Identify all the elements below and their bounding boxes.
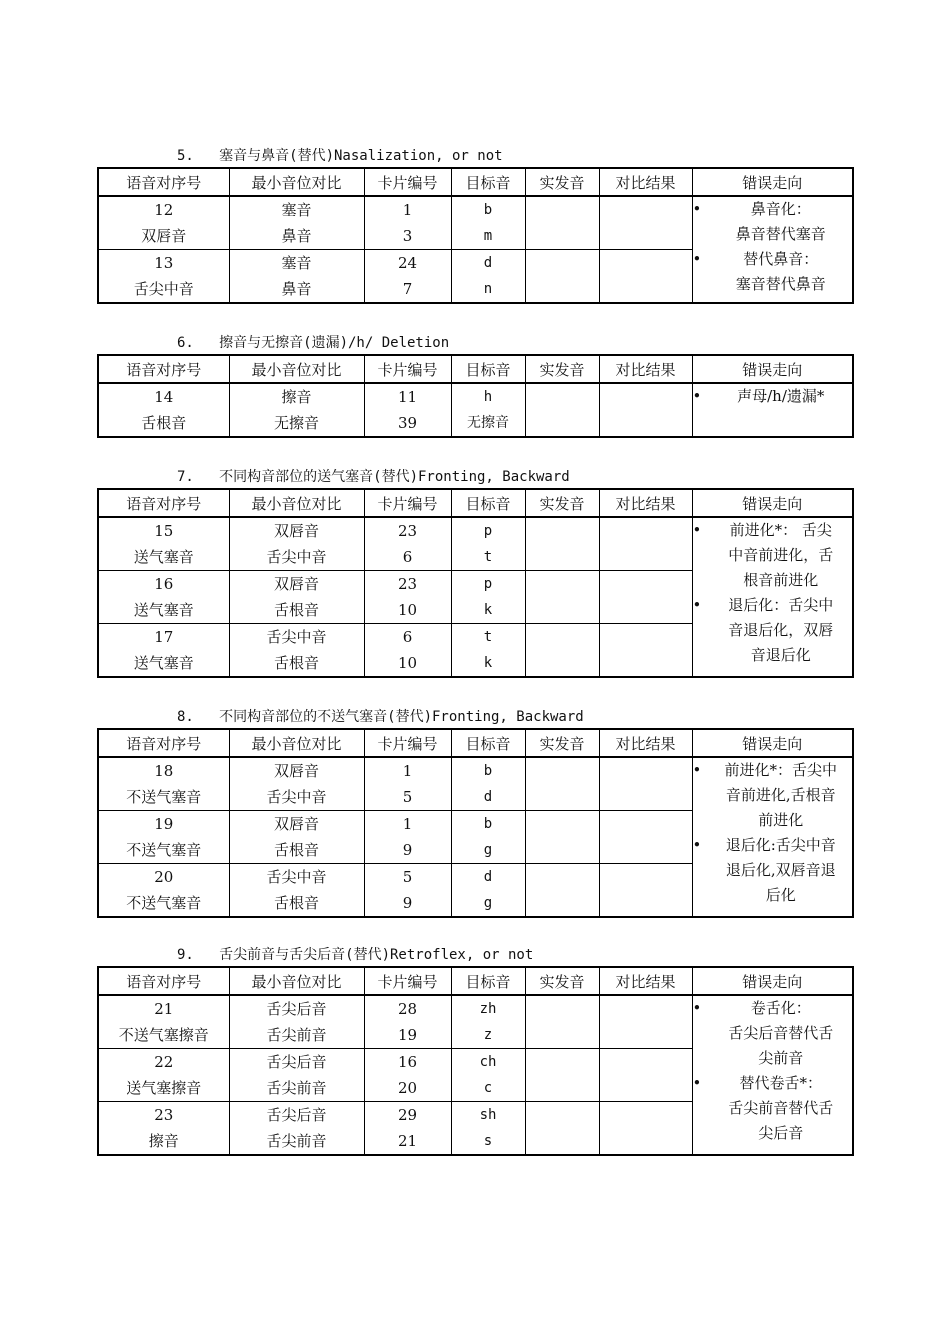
target-sound xyxy=(451,571,525,624)
column-header: 目标音 xyxy=(451,489,525,517)
table-row xyxy=(98,757,853,811)
pair-number-line: 不送气塞音 xyxy=(126,788,202,806)
header-row xyxy=(98,489,853,517)
error-line: • 替代卷舌*： xyxy=(739,1074,822,1092)
pair-number xyxy=(98,250,229,304)
assessment-table xyxy=(97,354,854,438)
error-item xyxy=(693,758,853,833)
error-line: • 退后化:舌尖中音 xyxy=(725,836,836,854)
pair-number xyxy=(98,1102,229,1156)
error-item xyxy=(693,518,853,593)
column-header: 卡片编号 xyxy=(364,967,451,995)
pair-number xyxy=(98,517,229,571)
comparison-result-cell xyxy=(599,1102,692,1156)
card-number-line: 23 xyxy=(397,575,418,593)
card-number-line: 28 xyxy=(397,1000,418,1018)
target-sound-line: t xyxy=(483,629,493,645)
actual-sound-cell xyxy=(525,196,599,250)
header-row xyxy=(98,967,853,995)
phoneme-contrast-line: 双唇音 xyxy=(273,522,319,540)
target-sound xyxy=(451,1102,525,1156)
target-sound-line: s xyxy=(483,1133,493,1149)
section-9 xyxy=(97,947,852,1156)
error-direction xyxy=(692,995,853,1155)
comparison-result-cell xyxy=(599,624,692,678)
target-sound-line: p xyxy=(483,576,493,592)
section-6 xyxy=(97,335,852,438)
error-direction xyxy=(692,383,853,437)
error-item xyxy=(693,384,853,409)
card-number-line: 21 xyxy=(397,1132,418,1150)
error-line: 根音前进化 xyxy=(743,571,819,589)
actual-sound-cell xyxy=(525,1049,599,1102)
phoneme-contrast xyxy=(229,995,364,1049)
card-number-line: 7 xyxy=(402,280,413,298)
target-sound xyxy=(451,864,525,918)
assessment-table xyxy=(97,488,854,678)
pair-number-line: 送气塞音 xyxy=(133,601,194,619)
pair-number xyxy=(98,383,229,437)
error-line: • 替代鼻音： xyxy=(743,250,819,268)
section-title: 8. 不同构音部位的不送气塞音(替代)Fronting, Backward xyxy=(177,709,584,725)
phoneme-contrast-line: 舌尖前音 xyxy=(266,1132,327,1150)
card-number-line: 9 xyxy=(402,894,413,912)
table-row xyxy=(98,995,853,1049)
phoneme-contrast-line: 舌尖中音 xyxy=(266,788,327,806)
phoneme-contrast xyxy=(229,571,364,624)
card-number-line: 29 xyxy=(397,1106,418,1124)
card-number xyxy=(364,1049,451,1102)
target-sound xyxy=(451,624,525,678)
error-item xyxy=(693,996,853,1071)
target-sound-line: b xyxy=(483,763,493,779)
card-number xyxy=(364,995,451,1049)
column-header: 最小音位对比 xyxy=(229,168,364,196)
phoneme-contrast-line: 舌尖中音 xyxy=(266,868,327,886)
pair-number-line: 舌根音 xyxy=(141,414,187,432)
error-direction xyxy=(692,757,853,917)
column-header: 实发音 xyxy=(525,168,599,196)
target-sound-line: h xyxy=(483,389,493,405)
pair-number-line: 23 xyxy=(154,1106,174,1124)
assessment-table xyxy=(97,728,854,918)
phoneme-contrast-line: 舌根音 xyxy=(273,894,319,912)
phoneme-contrast xyxy=(229,864,364,918)
target-sound xyxy=(451,811,525,864)
error-line: 尖前音 xyxy=(758,1049,804,1067)
card-number-line: 20 xyxy=(397,1079,418,1097)
actual-sound-cell xyxy=(525,517,599,571)
phoneme-contrast-line: 鼻音 xyxy=(281,280,312,298)
column-header: 实发音 xyxy=(525,489,599,517)
column-header: 卡片编号 xyxy=(364,489,451,517)
pair-number xyxy=(98,571,229,624)
target-sound xyxy=(451,1049,525,1102)
error-line: 音退后化 xyxy=(750,646,811,664)
pair-number-line: 21 xyxy=(154,1000,174,1018)
comparison-result-cell xyxy=(599,383,692,437)
pair-number xyxy=(98,811,229,864)
pair-number-line: 14 xyxy=(154,388,174,406)
card-number-line: 6 xyxy=(402,628,413,646)
column-header: 对比结果 xyxy=(599,967,692,995)
pair-number-line: 舌尖中音 xyxy=(133,280,194,298)
target-sound xyxy=(451,757,525,811)
target-sound-line: 无擦音 xyxy=(467,415,509,431)
section-5 xyxy=(97,148,852,304)
card-number xyxy=(364,196,451,250)
phoneme-contrast-line: 舌尖前音 xyxy=(266,1026,327,1044)
phoneme-contrast-line: 舌根音 xyxy=(273,841,319,859)
phoneme-contrast xyxy=(229,811,364,864)
card-number xyxy=(364,864,451,918)
error-line: 前进化 xyxy=(758,811,804,829)
card-number-line: 5 xyxy=(402,868,413,886)
column-header: 实发音 xyxy=(525,355,599,383)
actual-sound-cell xyxy=(525,995,599,1049)
column-header: 语音对序号 xyxy=(98,489,229,517)
phoneme-contrast-line: 塞音 xyxy=(281,201,312,219)
card-number-line: 24 xyxy=(397,254,418,272)
comparison-result-cell xyxy=(599,571,692,624)
pair-number-line: 送气塞擦音 xyxy=(126,1079,202,1097)
column-header: 对比结果 xyxy=(599,729,692,757)
pair-number-line: 19 xyxy=(154,815,174,833)
column-header: 语音对序号 xyxy=(98,729,229,757)
target-sound-line: g xyxy=(483,842,493,858)
target-sound xyxy=(451,250,525,304)
target-sound xyxy=(451,196,525,250)
target-sound-line: d xyxy=(483,869,493,885)
comparison-result-cell xyxy=(599,864,692,918)
actual-sound-cell xyxy=(525,571,599,624)
phoneme-contrast-line: 舌尖前音 xyxy=(266,1079,327,1097)
target-sound-line: p xyxy=(483,523,493,539)
target-sound-line: t xyxy=(483,549,493,565)
phoneme-contrast xyxy=(229,624,364,678)
pair-number-line: 不送气塞音 xyxy=(126,894,202,912)
phoneme-contrast-line: 舌尖后音 xyxy=(266,1000,327,1018)
column-header: 卡片编号 xyxy=(364,168,451,196)
card-number xyxy=(364,250,451,304)
pair-number-line: 双唇音 xyxy=(141,227,187,245)
target-sound xyxy=(451,383,525,437)
card-number-line: 1 xyxy=(402,762,413,780)
pair-number xyxy=(98,196,229,250)
card-number-line: 1 xyxy=(402,201,413,219)
column-header: 错误走向 xyxy=(692,729,853,757)
phoneme-contrast-line: 双唇音 xyxy=(273,815,319,833)
target-sound-line: b xyxy=(483,202,493,218)
card-number xyxy=(364,571,451,624)
error-line: 中音前进化，舌 xyxy=(728,546,834,564)
pair-number-line: 13 xyxy=(154,254,174,272)
error-item xyxy=(693,833,853,908)
column-header: 目标音 xyxy=(451,355,525,383)
phoneme-contrast-line: 无擦音 xyxy=(273,414,319,432)
section-title: 9. 舌尖前音与舌尖后音(替代)Retroflex, or not xyxy=(177,947,534,963)
pair-number-line: 17 xyxy=(154,628,174,646)
card-number-line: 10 xyxy=(397,601,418,619)
comparison-result-cell xyxy=(599,995,692,1049)
actual-sound-cell xyxy=(525,864,599,918)
target-sound-line: d xyxy=(483,789,493,805)
column-header: 语音对序号 xyxy=(98,355,229,383)
error-line: • 卷舌化： xyxy=(750,999,811,1017)
error-line: • 退后化：舌尖中 xyxy=(728,596,834,614)
phoneme-contrast-line: 双唇音 xyxy=(273,575,319,593)
column-header: 最小音位对比 xyxy=(229,355,364,383)
error-line: 后化 xyxy=(765,886,796,904)
table-row xyxy=(98,383,853,437)
phoneme-contrast xyxy=(229,383,364,437)
column-header: 错误走向 xyxy=(692,355,853,383)
target-sound-line: b xyxy=(483,816,493,832)
column-header: 实发音 xyxy=(525,729,599,757)
comparison-result-cell xyxy=(599,757,692,811)
error-item xyxy=(693,197,853,247)
column-header: 最小音位对比 xyxy=(229,967,364,995)
error-line: 舌尖前音替代舌 xyxy=(728,1099,834,1117)
card-number-line: 9 xyxy=(402,841,413,859)
pair-number-line: 18 xyxy=(154,762,174,780)
phoneme-contrast-line: 塞音 xyxy=(281,254,312,272)
assessment-table xyxy=(97,966,854,1156)
target-sound-line: m xyxy=(483,228,493,244)
column-header: 卡片编号 xyxy=(364,355,451,383)
comparison-result-cell xyxy=(599,250,692,304)
phoneme-contrast-line: 双唇音 xyxy=(273,762,319,780)
section-title: 6. 擦音与无擦音(遗漏)/h/ Deletion xyxy=(177,335,450,351)
error-line: 退后化,双唇音退 xyxy=(725,861,836,879)
error-line: • 鼻音化： xyxy=(750,200,811,218)
card-number-line: 3 xyxy=(402,227,413,245)
comparison-result-cell xyxy=(599,517,692,571)
pair-number-line: 送气塞音 xyxy=(133,654,194,672)
column-header: 卡片编号 xyxy=(364,729,451,757)
actual-sound-cell xyxy=(525,624,599,678)
target-sound-line: n xyxy=(483,281,493,297)
table-row xyxy=(98,517,853,571)
target-sound-line: d xyxy=(483,255,493,271)
target-sound-line: k xyxy=(483,655,493,671)
pair-number xyxy=(98,995,229,1049)
column-header: 目标音 xyxy=(451,967,525,995)
phoneme-contrast-line: 舌尖后音 xyxy=(266,1106,327,1124)
target-sound-line: ch xyxy=(479,1054,497,1070)
comparison-result-cell xyxy=(599,811,692,864)
column-header: 最小音位对比 xyxy=(229,729,364,757)
pair-number-line: 不送气塞音 xyxy=(126,841,202,859)
phoneme-contrast xyxy=(229,250,364,304)
phoneme-contrast-line: 舌尖中音 xyxy=(266,548,327,566)
phoneme-contrast xyxy=(229,757,364,811)
phoneme-contrast-line: 舌尖中音 xyxy=(266,628,327,646)
column-header: 对比结果 xyxy=(599,168,692,196)
card-number-line: 5 xyxy=(402,788,413,806)
phoneme-contrast-line: 舌尖后音 xyxy=(266,1053,327,1071)
pair-number-line: 送气塞音 xyxy=(133,548,194,566)
column-header: 实发音 xyxy=(525,967,599,995)
target-sound-line: zh xyxy=(479,1001,497,1017)
column-header: 对比结果 xyxy=(599,355,692,383)
error-line: 舌尖后音替代舌 xyxy=(728,1024,834,1042)
column-header: 错误走向 xyxy=(692,168,853,196)
actual-sound-cell xyxy=(525,250,599,304)
pair-number-line: 16 xyxy=(154,575,174,593)
card-number xyxy=(364,517,451,571)
target-sound xyxy=(451,517,525,571)
phoneme-contrast-line: 舌根音 xyxy=(273,654,319,672)
phoneme-contrast xyxy=(229,1102,364,1156)
pair-number-line: 不送气塞擦音 xyxy=(118,1026,209,1044)
pair-number-line: 12 xyxy=(154,201,174,219)
pair-number xyxy=(98,624,229,678)
card-number xyxy=(364,624,451,678)
error-line: • 前进化*：舌尖中 xyxy=(724,761,837,779)
actual-sound-cell xyxy=(525,811,599,864)
actual-sound-cell xyxy=(525,1102,599,1156)
error-line: 音前进化,舌根音 xyxy=(725,786,836,804)
error-line: • 声母/h/遗漏* xyxy=(737,387,825,405)
phoneme-contrast-line: 擦音 xyxy=(281,388,312,406)
table-row xyxy=(98,196,853,250)
card-number xyxy=(364,811,451,864)
pair-number-line: 15 xyxy=(154,522,174,540)
card-number-line: 16 xyxy=(397,1053,418,1071)
card-number-line: 1 xyxy=(402,815,413,833)
pair-number-line: 22 xyxy=(154,1053,174,1071)
error-line: 鼻音替代塞音 xyxy=(735,225,826,243)
assessment-table xyxy=(97,167,854,304)
section-title: 7. 不同构音部位的送气塞音(替代)Fronting, Backward xyxy=(177,469,570,485)
card-number xyxy=(364,757,451,811)
column-header: 对比结果 xyxy=(599,489,692,517)
header-row xyxy=(98,355,853,383)
pair-number-line: 20 xyxy=(154,868,174,886)
column-header: 目标音 xyxy=(451,729,525,757)
target-sound-line: c xyxy=(483,1080,493,1096)
error-item xyxy=(693,593,853,668)
phoneme-contrast xyxy=(229,1049,364,1102)
card-number xyxy=(364,383,451,437)
pair-number xyxy=(98,757,229,811)
target-sound-line: z xyxy=(483,1027,493,1043)
target-sound-line: sh xyxy=(479,1107,497,1123)
pair-number xyxy=(98,864,229,918)
error-line: 音退后化，双唇 xyxy=(728,621,834,639)
card-number-line: 39 xyxy=(397,414,418,432)
section-title: 5. 塞音与鼻音(替代)Nasalization, or not xyxy=(177,148,503,164)
card-number-line: 19 xyxy=(397,1026,418,1044)
comparison-result-cell xyxy=(599,1049,692,1102)
target-sound xyxy=(451,995,525,1049)
section-7 xyxy=(97,469,852,678)
phoneme-contrast-line: 舌根音 xyxy=(273,601,319,619)
target-sound-line: k xyxy=(483,602,493,618)
card-number-line: 23 xyxy=(397,522,418,540)
pair-number-line: 擦音 xyxy=(148,1132,179,1150)
error-direction xyxy=(692,196,853,303)
phoneme-contrast xyxy=(229,196,364,250)
phoneme-contrast-line: 鼻音 xyxy=(281,227,312,245)
comparison-result-cell xyxy=(599,196,692,250)
section-8 xyxy=(97,709,852,918)
error-direction xyxy=(692,517,853,677)
header-row xyxy=(98,729,853,757)
target-sound-line: g xyxy=(483,895,493,911)
card-number-line: 6 xyxy=(402,548,413,566)
pair-number xyxy=(98,1049,229,1102)
column-header: 最小音位对比 xyxy=(229,489,364,517)
column-header: 语音对序号 xyxy=(98,168,229,196)
actual-sound-cell xyxy=(525,383,599,437)
card-number-line: 11 xyxy=(397,388,418,406)
header-row xyxy=(98,168,853,196)
error-line: 尖后音 xyxy=(758,1124,804,1142)
actual-sound-cell xyxy=(525,757,599,811)
error-item xyxy=(693,1071,853,1146)
phoneme-contrast xyxy=(229,517,364,571)
column-header: 语音对序号 xyxy=(98,967,229,995)
card-number xyxy=(364,1102,451,1156)
column-header: 目标音 xyxy=(451,168,525,196)
error-line: • 前进化*： 舌尖 xyxy=(729,521,832,539)
card-number-line: 10 xyxy=(397,654,418,672)
column-header: 错误走向 xyxy=(692,489,853,517)
error-line: 塞音替代鼻音 xyxy=(735,275,826,293)
column-header: 错误走向 xyxy=(692,967,853,995)
error-item xyxy=(693,247,853,297)
